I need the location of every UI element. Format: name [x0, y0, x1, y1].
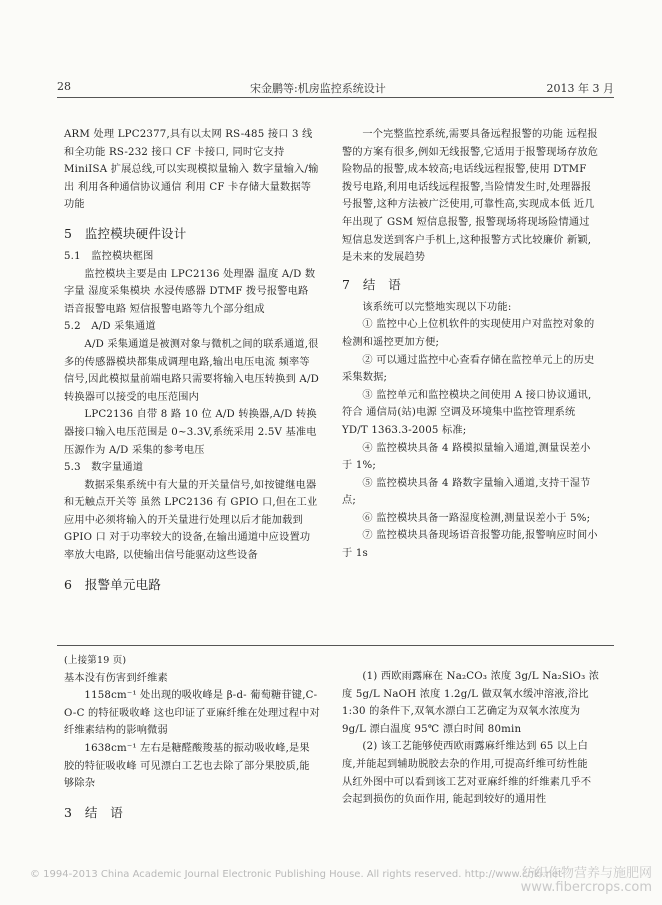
top-left-column: [64, 126, 320, 599]
paragraph: (1) 西欧雨露麻在 Na₂CO₃ 浓度 3g/L Na₂SiO₃ 浓度 5g/L NaOH 浓度 1.2g/L 做双氧水缓冲溶液,浴比 1:30 的条件下,双氧水漂白工艺确定为双氧水浓度为 9g/L 漂白温度 95℃ 漂白时间 80min: [342, 671, 600, 735]
paragraph: ARM 处理 LPC2377,具有以太网 RS-485 接口 3 线和全功能 RS-232 接口 CF 卡接口, 同时它支持 MiniISA 扩展总线,可以实现模拟量输入 数字量输入/输出 利用各种通信协议通信 利用 CF 卡存储大量数据等功能: [64, 129, 319, 211]
section-heading: 6 报警单元电路: [64, 576, 162, 592]
bottom-right-column: [342, 668, 600, 809]
header-rule: [57, 97, 614, 98]
paragraph: 1158cm⁻¹ 处出现的吸收峰是 β-d- 葡萄糖苷键,C-O-C 的特征吸收峰 这也印证了亚麻纤维在处理过程中对纤维素结构的影响微弱: [64, 690, 320, 737]
section-heading: 7 结 语: [342, 276, 401, 292]
paragraph: LPC2136 自带 8 路 10 位 A/D 转换器,A/D 转换器接口输入电压范围是 0~3.3V,系统采用 2.5V 基准电压源作为 A/D 采集的参考电压: [64, 409, 317, 456]
list-item: ⑤ 监控模块具备 4 路数字量输入通道,支持干湿节点;: [342, 477, 591, 507]
paragraph: 一个完整监控系统,需要具备远程报警的功能 远程报警的方案有很多,例如无线报警,它适用于报警现场存放危险物品的报警,成本较高;电话线远程报警,使用 DTMF 拨号电路,利用电话线远程报警,当险情发生时,处理器报号报警,这种方法被广泛使用,可靠性高,实现成本低 近几年出现了 GSM 短信息报警, 报警现场将现场险情通过短信息发送到客户手机上,这种报警方式比较廉价 新颖,是未来的发展趋势: [342, 129, 599, 264]
list-item: ① 监控中心上位机软件的实现使用户对监控对象的检测和遥控更加方便;: [342, 319, 595, 348]
paragraph: 基本没有伤害到纤维素: [64, 672, 168, 684]
paragraph: 该系统可以完整地实现以下功能:: [362, 301, 512, 313]
list-item: ③ 监控单元和监控模块之间使用 A 接口协议通讯,符合 通信局(站)电源 空调及环境集中监控管理系统 YD/T 1363.3-2005 标准;: [342, 389, 592, 436]
paragraph: 数据采集系统中有大量的开关量信号,如按键继电器和无触点开关等 虽然 LPC2136 有 GPIO 口,但在工业应用中必须将输入的开关量进行处理以后才能加载到 GPIO 口 对于功率较大的设备,在输出通道中应设置功率放大电路, 以使输出信号能驱动这些设备: [64, 479, 318, 562]
article-divider: [57, 645, 614, 646]
paragraph: (2) 该工艺能够使西欧雨露麻纤维达到 65 以上白度,并能起到辅助脱胶去杂的作用,可提高纤维可纺性能 从红外图中可以看到该工艺对亚麻纤维的纤维素几乎不会起到损伤的负面作用, 能起到较好的通用性: [342, 741, 592, 806]
section-heading: 5 监控模块硬件设计: [64, 225, 187, 241]
list-item: ⑦ 监控模块具备现场语音报警功能,报警响应时间小于 1s: [342, 530, 598, 560]
paragraph: A/D 采集通道是被测对象与微机之间的联系通道,很多的传感器模块都集成调理电路,输出电压电流 频率等信号,因此模拟量前端电路只需要将输入电压转换到 A/D 转换器可以接受的电压范围内: [64, 338, 319, 403]
section-heading: 3 结 语: [64, 804, 123, 820]
running-title: 宋金鹏等:机房监控系统设计: [250, 82, 386, 95]
bottom-left-column: [64, 652, 320, 827]
subsection-heading: 5.1 监控模块框图: [64, 250, 154, 262]
subsection-heading: 5.3 数字量通道: [64, 462, 144, 474]
list-item: ② 可以通过监控中心查看存储在监控单元上的历史采集数据;: [342, 354, 595, 384]
subsection-heading: 5.2 A/D 采集通道: [64, 321, 156, 333]
watermark-url: www.fibercrops.com: [520, 880, 652, 895]
issue-date: 2013 年 3 月: [546, 82, 614, 95]
copyright-footer: © 1994-2013 China Academic Journal Electronic Publishing House. All rights reserved. http://www.cnki.net: [30, 869, 562, 880]
watermark-text: 纺织作物营养与施肥网: [521, 866, 652, 881]
list-item: ⑥ 监控模块具备一路湿度检测,测量误差小于 5%;: [362, 512, 591, 524]
paragraph: 1638cm⁻¹ 左右是糖醛酸羧基的振动吸收峰,是果胶的特征吸收峰 可见漂白工艺也去除了部分果胶质,能够除杂: [64, 742, 310, 790]
page-number: 28: [57, 80, 71, 93]
paragraph: 监控模块主要是由 LPC2136 处理器 温度 A/D 数字量 湿度采集模块 水浸传感器 DTMF 拨号报警电路 语音报警电路 短信报警电路等九个部分组成: [64, 268, 316, 315]
list-item: ④ 监控模块具备 4 路模拟量输入通道,测量误差小于 1%;: [342, 442, 591, 472]
continuation-note: (上接第19 页): [64, 655, 127, 666]
top-right-column: [342, 126, 600, 563]
